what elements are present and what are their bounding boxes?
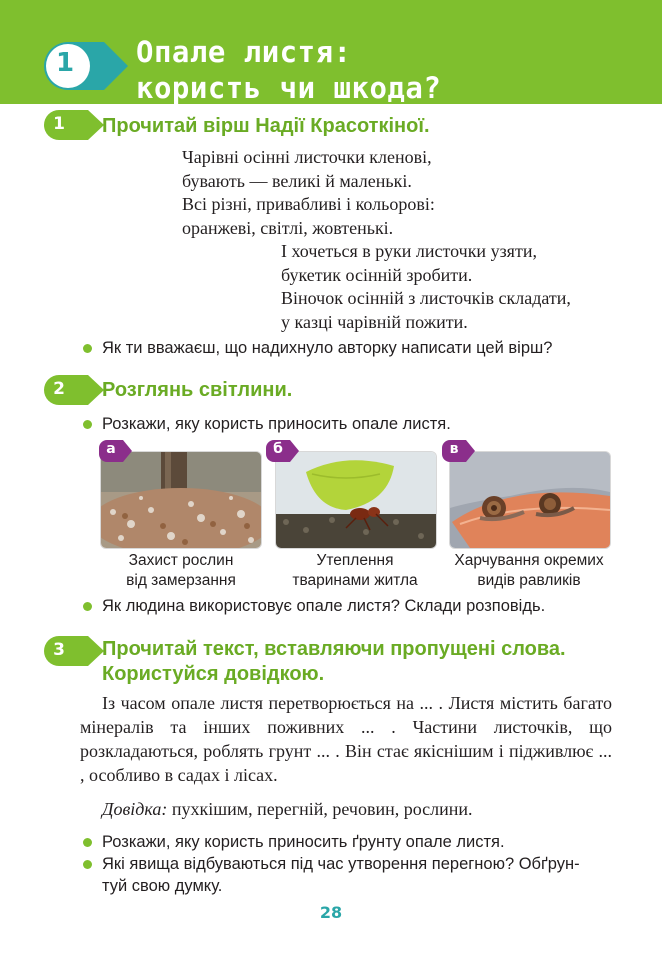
chapter-title-line2: користь чи шкода?	[136, 71, 442, 105]
hint-line	[102, 797, 473, 821]
task-3-title	[102, 637, 566, 687]
task-1-question: Як ти вважаєш, що надихнуло авторку написати цей вірш?	[80, 337, 552, 359]
task-2-badge	[44, 375, 106, 405]
question-line: Які явища відбуваються під час утворення перегною? Обґрун-	[102, 855, 580, 873]
poem-line: у казці чарівній пожити.	[281, 311, 468, 332]
hint-label: Довідка:	[102, 799, 168, 819]
task-3-title-line2: Користуйся довідкою.	[102, 663, 325, 685]
caption-line: тваринами житла	[292, 572, 418, 589]
poem-line: букетик осінній зробити.	[281, 264, 473, 285]
chapter-number-badge	[42, 40, 130, 92]
caption-line: Захист рослин	[128, 552, 234, 569]
task-1-number: 1	[53, 114, 65, 134]
poem-line: оранжеві, світлі, жовтенькі.	[182, 217, 394, 238]
poem-line: Всі різні, привабливі і кольорові:	[182, 194, 435, 215]
task-2-prompt: Розкажи, яку користь приносить опале листя.	[80, 413, 451, 435]
task-3-badge	[44, 636, 106, 666]
photo-c-caption	[434, 551, 624, 591]
task-3-number: 3	[53, 640, 65, 660]
photo-a-tag	[99, 440, 133, 462]
task-2-title: Розглянь світлини.	[102, 379, 293, 401]
poem-stanza-1	[182, 146, 435, 240]
hint-words: пухкішим, перегній, речовин, рослини.	[167, 799, 473, 819]
photo-ant-leaf	[276, 452, 436, 548]
poem-line: І хочеться в руки листочки узяти,	[281, 241, 537, 261]
photo-a-caption	[86, 551, 276, 591]
photo-leaves-tree	[101, 452, 261, 548]
task-1-badge	[44, 110, 106, 140]
photo-b-tag	[266, 440, 300, 462]
task-3-title-line1: Прочитай текст, вставляючи пропущені слова.	[102, 638, 566, 660]
photo-c-label: в	[449, 441, 459, 457]
caption-line: видів равликів	[477, 572, 581, 589]
photo-b-label: б	[273, 441, 283, 457]
caption-line: Утеплення	[316, 552, 394, 569]
poem-line: Віночок осінній з листочків складати,	[281, 288, 571, 309]
photo-a-label: а	[106, 441, 116, 457]
chapter-header	[0, 0, 662, 104]
photo-c-tag	[442, 440, 476, 462]
fill-in-paragraph: Із часом опале листя перетворюється на ... . Листя містить багато мінералів та інших поживних ... . Частини листочків, що розкладаються, роблять грунт ... . Він стає якіснішим і підживлює ... , особливо в садах і лісах.	[80, 693, 612, 785]
question-line: туй свою думку.	[102, 877, 223, 895]
caption-line: Харчування окремих	[454, 552, 604, 569]
task-1-title: Прочитай вірш Надії Красоткіної.	[102, 115, 430, 137]
poem-line: бувають — великі й маленькі.	[182, 170, 412, 191]
chapter-title-line1: Опале листя:	[136, 35, 352, 69]
page-number: 28	[319, 903, 343, 922]
task-2-number: 2	[53, 379, 65, 399]
chapter-number: 1	[55, 48, 75, 78]
photo-snails-leaf	[450, 452, 610, 548]
photo-b-caption	[260, 551, 450, 591]
chapter-title	[136, 34, 441, 106]
caption-line: від замерзання	[126, 572, 236, 589]
task-3-question-1: Розкажи, яку користь приносить ґрунту опале листя.	[80, 831, 505, 853]
task-2-question: Як людина використовує опале листя? Склади розповідь.	[80, 595, 545, 617]
task-3-question-2	[80, 853, 580, 897]
poem-stanza-2	[281, 240, 571, 334]
poem-line: Чарівні осінні листочки кленові,	[182, 147, 432, 167]
